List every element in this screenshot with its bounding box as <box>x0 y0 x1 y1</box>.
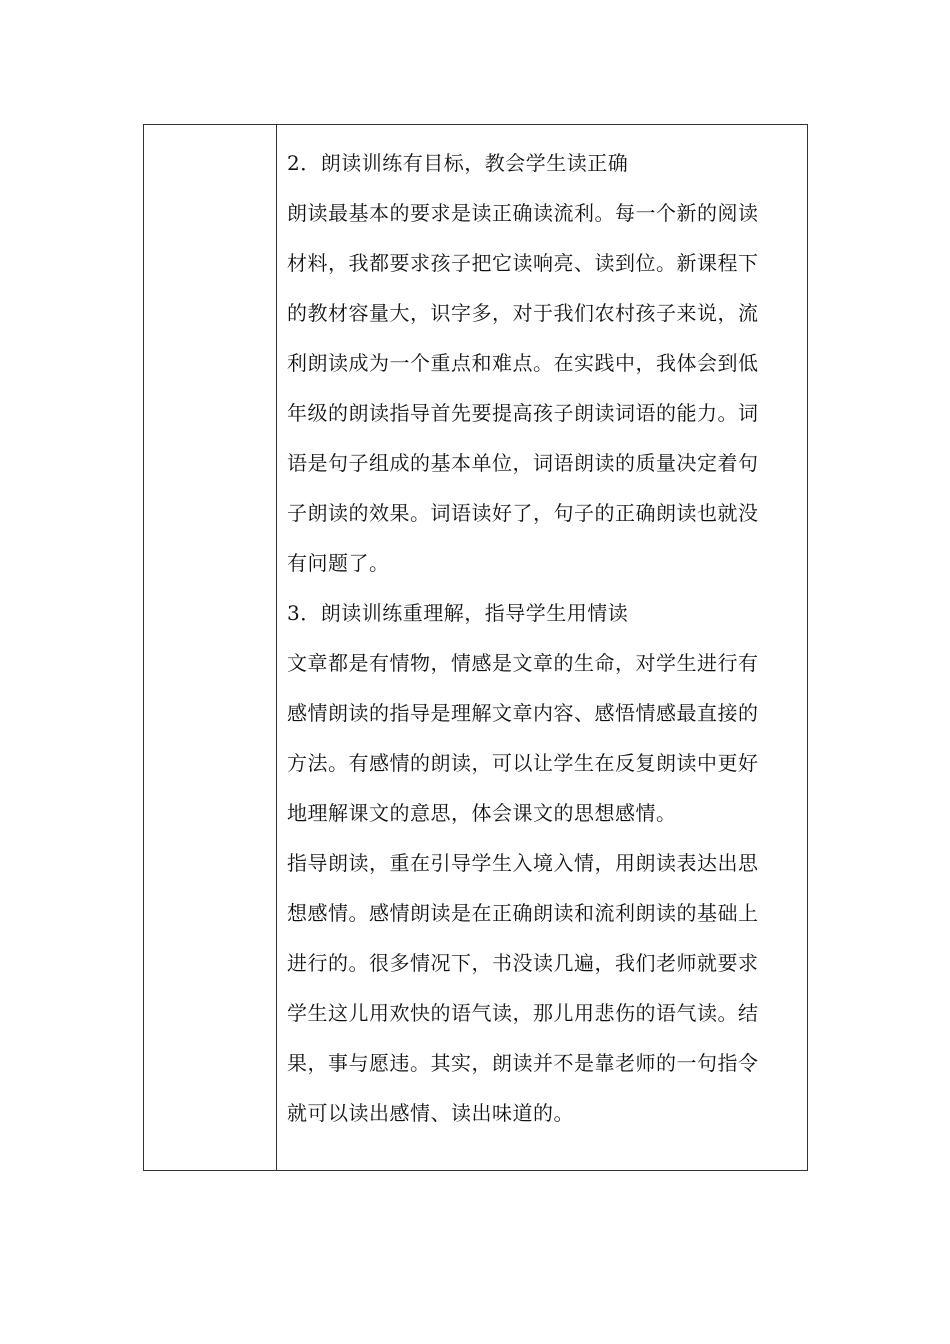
paragraph-line: 进行的。很多情况下，书没读几遍，我们老师就要求 <box>287 951 759 975</box>
section-heading-2: 2．朗读训练有目标，教会学生读正确 <box>287 151 629 175</box>
document-table <box>143 124 808 1171</box>
paragraph-line: 就可以读出感情、读出味道的。 <box>287 1101 574 1125</box>
paragraph-line: 文章都是有情物，情感是文章的生命，对学生进行有 <box>287 651 759 675</box>
paragraph-line: 果，事与愿违。其实，朗读并不是靠老师的一句指令 <box>287 1051 759 1075</box>
paragraph-line: 朗读最基本的要求是读正确读流利。每一个新的阅读 <box>287 201 759 225</box>
paragraph-line: 子朗读的效果。词语读好了，句子的正确朗读也就没 <box>287 501 759 525</box>
paragraph-line: 学生这儿用欢快的语气读，那儿用悲伤的语气读。结 <box>287 1001 759 1025</box>
paragraph-line: 语是句子组成的基本单位，词语朗读的质量决定着句 <box>287 451 759 475</box>
paragraph-line: 材料，我都要求孩子把它读响亮、读到位。新课程下 <box>287 251 759 275</box>
paragraph-line: 的教材容量大，识字多，对于我们农村孩子来说，流 <box>287 301 759 325</box>
table-left-cell <box>144 125 277 1170</box>
section-heading-3: 3．朗读训练重理解，指导学生用情读 <box>287 601 629 625</box>
paragraph-line: 感情朗读的指导是理解文章内容、感悟情感最直接的 <box>287 701 759 725</box>
paragraph-line: 年级的朗读指导首先要提高孩子朗读词语的能力。词 <box>287 401 759 425</box>
paragraph-line: 指导朗读，重在引导学生入境入情，用朗读表达出思 <box>287 851 759 875</box>
paragraph-line: 地理解课文的意思，体会课文的思想感情。 <box>287 801 677 825</box>
paragraph-line: 方法。有感情的朗读，可以让学生在反复朗读中更好 <box>287 751 759 775</box>
paragraph-line: 想感情。感情朗读是在正确朗读和流利朗读的基础上 <box>287 901 759 925</box>
paragraph-line: 利朗读成为一个重点和难点。在实践中，我体会到低 <box>287 351 759 375</box>
table-content-cell <box>277 125 807 1170</box>
paragraph-line: 有问题了。 <box>287 551 390 575</box>
